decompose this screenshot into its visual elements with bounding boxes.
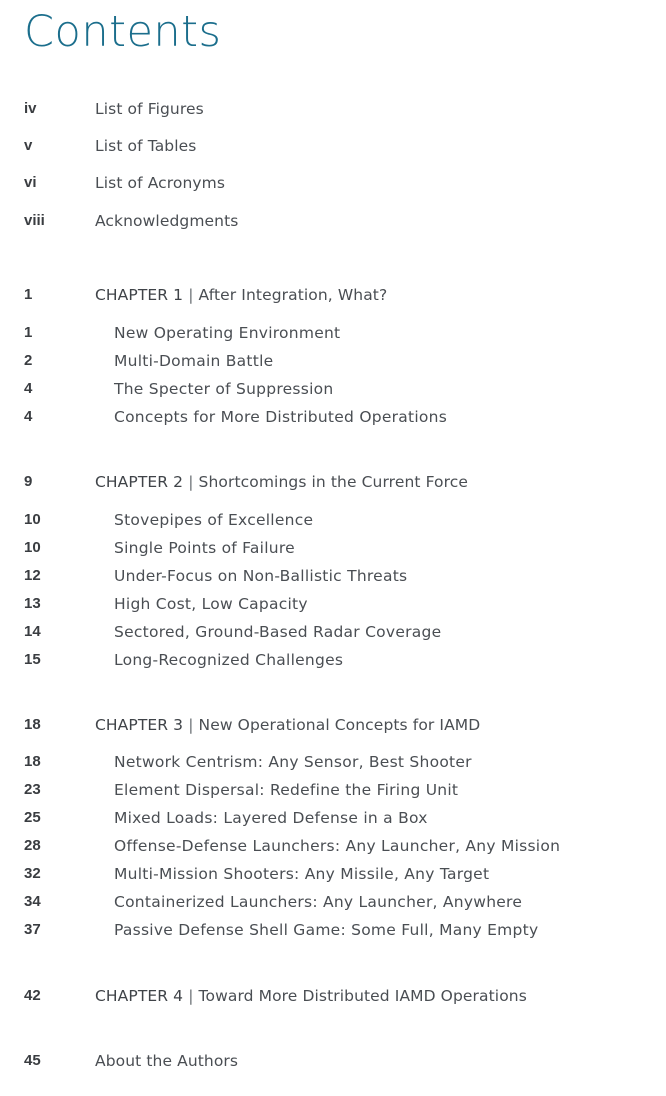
page-number: v [24, 137, 33, 154]
chapter-title: New Operational Concepts for IAMD [198, 716, 481, 734]
page-number: 1 [24, 286, 33, 303]
toc-section[interactable] [0, 322, 666, 344]
chapter-heading [95, 714, 480, 736]
toc-chapter-1[interactable] [0, 284, 666, 306]
toc-section[interactable] [0, 509, 666, 531]
toc-section[interactable] [0, 565, 666, 587]
chapter-number: CHAPTER 1 [95, 286, 184, 304]
entry-label: List of Figures [95, 100, 204, 118]
toc-section[interactable] [0, 537, 666, 559]
section-label: High Cost, Low Capacity [114, 595, 308, 613]
toc-section[interactable] [0, 835, 666, 857]
toc-section[interactable] [0, 863, 666, 885]
page-number: 18 [24, 716, 41, 733]
toc-section[interactable] [0, 350, 666, 372]
page-number: 32 [24, 865, 41, 882]
chapter-title: After Integration, What? [198, 286, 388, 304]
chapter-separator: | [188, 286, 194, 304]
toc-section[interactable] [0, 807, 666, 829]
section-label: Containerized Launchers: Any Launcher, Anywhere [114, 893, 523, 911]
section-label: Network Centrism: Any Sensor, Best Shooter [114, 753, 472, 771]
page-number: 25 [24, 809, 41, 826]
page-number: 2 [24, 352, 33, 369]
toc-section[interactable] [0, 593, 666, 615]
toc-section[interactable] [0, 891, 666, 913]
section-label: Long-Recognized Challenges [114, 651, 344, 669]
page-number: 10 [24, 511, 41, 528]
toc-section[interactable] [0, 779, 666, 801]
chapter-separator: | [188, 473, 194, 491]
chapter-heading [95, 284, 387, 306]
chapter-number: CHAPTER 2 [95, 473, 184, 491]
toc-section[interactable] [0, 751, 666, 773]
page-number: 34 [24, 893, 41, 910]
page-number: 23 [24, 781, 41, 798]
page-number: viii [24, 212, 45, 229]
section-label: New Operating Environment [114, 324, 341, 342]
toc-section[interactable] [0, 621, 666, 643]
chapter-heading [95, 985, 527, 1007]
section-label: Passive Defense Shell Game: Some Full, Many Empty [114, 921, 539, 939]
section-label: Concepts for More Distributed Operations [114, 408, 448, 426]
toc-chapter-2[interactable] [0, 471, 666, 493]
chapter-title: Toward More Distributed IAMD Operations [198, 987, 527, 1005]
page-number: 10 [24, 539, 41, 556]
section-label: Offense-Defense Launchers: Any Launcher, Any Mission [114, 837, 561, 855]
section-label: Sectored, Ground-Based Radar Coverage [114, 623, 442, 641]
page-number: iv [24, 100, 37, 117]
page-number: 37 [24, 921, 41, 938]
toc-chapter-3[interactable] [0, 714, 666, 736]
entry-label: Acknowledgments [95, 212, 239, 230]
entry-label: List of Tables [95, 137, 197, 155]
page-number: 45 [24, 1052, 41, 1069]
page-number: 15 [24, 651, 41, 668]
toc-entry-list-of-acronyms[interactable] [0, 172, 666, 194]
toc-section[interactable] [0, 919, 666, 941]
page-number: 4 [24, 380, 33, 397]
chapter-number: CHAPTER 4 [95, 987, 184, 1005]
toc-entry-list-of-figures[interactable] [0, 98, 666, 120]
section-label: Element Dispersal: Redefine the Firing Unit [114, 781, 459, 799]
page-number: 18 [24, 753, 41, 770]
chapter-heading [95, 471, 468, 493]
toc-entry-list-of-tables[interactable] [0, 135, 666, 157]
toc-section[interactable] [0, 406, 666, 428]
page-number: 13 [24, 595, 41, 612]
section-label: The Specter of Suppression [114, 380, 334, 398]
page-number: 28 [24, 837, 41, 854]
page-number: 14 [24, 623, 41, 640]
chapter-separator: | [188, 987, 194, 1005]
page-number: 12 [24, 567, 41, 584]
chapter-separator: | [188, 716, 194, 734]
entry-label: List of Acronyms [95, 174, 226, 192]
toc-entry-about-the-authors[interactable] [0, 1050, 666, 1072]
toc-chapter-4[interactable] [0, 985, 666, 1007]
page-number: 9 [24, 473, 33, 490]
chapter-number: CHAPTER 3 [95, 716, 184, 734]
chapter-title: Shortcomings in the Current Force [198, 473, 469, 491]
section-label: Multi-Mission Shooters: Any Missile, Any Target [114, 865, 490, 883]
entry-label: About the Authors [95, 1052, 239, 1070]
page-title: Contents [24, 7, 222, 57]
toc-section[interactable] [0, 378, 666, 400]
section-label: Multi-Domain Battle [114, 352, 274, 370]
section-label: Single Points of Failure [114, 539, 295, 557]
toc-entry-acknowledgments[interactable] [0, 210, 666, 232]
section-label: Stovepipes of Excellence [114, 511, 314, 529]
section-label: Under-Focus on Non-Ballistic Threats [114, 567, 408, 585]
page-number: 42 [24, 987, 41, 1004]
page-number: 1 [24, 324, 33, 341]
page-number: 4 [24, 408, 33, 425]
page-number: vi [24, 174, 37, 191]
section-label: Mixed Loads: Layered Defense in a Box [114, 809, 428, 827]
toc-section[interactable] [0, 649, 666, 671]
